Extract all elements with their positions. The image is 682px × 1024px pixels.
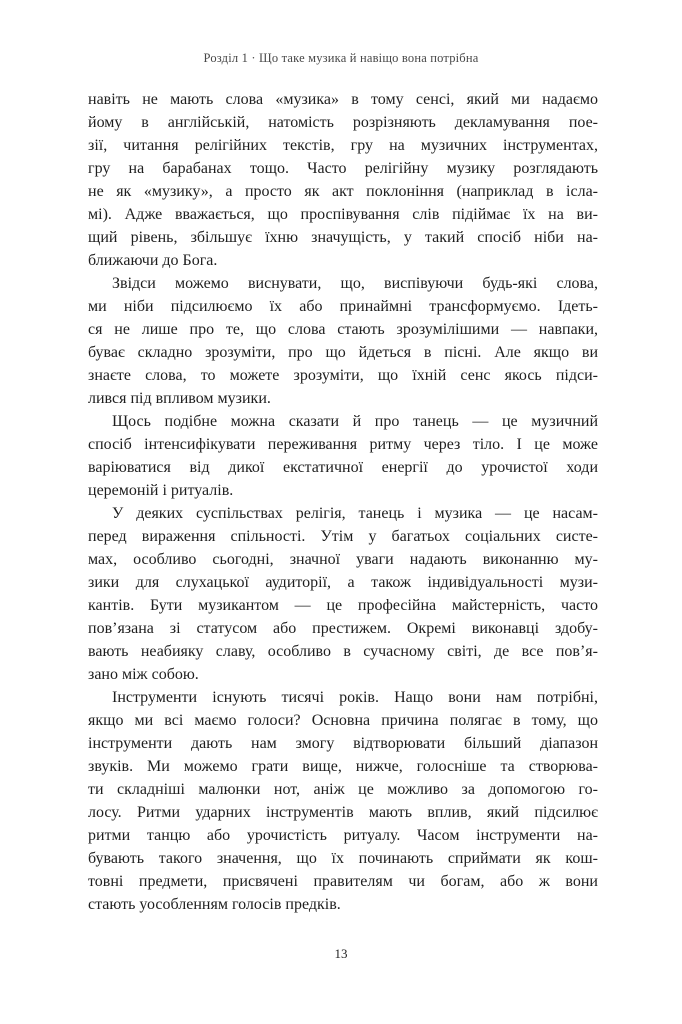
text-line: лосу. Ритми ударних інструментів мають вплив, який підсилює: [88, 804, 598, 821]
text-line: звуків. Ми можемо грати вище, нижче, голосніше та створюва-: [88, 758, 598, 775]
text-line: не як «музику», а просто як акт поклоніння (наприклад в ісла-: [88, 183, 598, 200]
page-number: 13: [334, 946, 348, 961]
text-line: навіть не мають слова «музика» в тому сенсі, який ми надаємо: [88, 91, 598, 108]
text-line: буває складно зрозуміти, про що йдеться в пісні. Але якщо ви: [88, 344, 598, 361]
text-line: ти складніші малюнки нот, аніж це можливо за допомогою го-: [88, 781, 598, 798]
text-line: Щось подібне можна сказати й про танець — це музичний: [112, 413, 598, 430]
text-line: мах, особливо сьогодні, значної уваги надають виконанню му-: [88, 551, 598, 568]
text-line: мі). Адже вважається, що проспівування слів підіймає їх на ви-: [88, 206, 598, 223]
text-line: ми ніби підсилюємо їх або принаймні трансформуємо. Ідеть-: [88, 298, 598, 315]
text-line: зано між собою.: [88, 666, 199, 683]
text-line: гру на барабанах тощо. Часто релігійну музику розглядають: [88, 160, 598, 177]
text-line: спосіб інтенсифікувати переживання ритму через тіло. І це може: [88, 436, 598, 453]
running-header: Розділ 1 · Що таке музика й навіщо вона потрібна: [203, 51, 479, 65]
text-line: вають неабияку славу, особливо в сучасному світі, де все пов’я-: [88, 643, 598, 660]
text-line: зії, читання релігійних текстів, гру на музичних інструментах,: [88, 137, 598, 154]
text-line: У деяких суспільствах релігія, танець і музика — це насам-: [112, 505, 598, 522]
text-line: лився під впливом музики.: [88, 390, 271, 407]
text-line: Звідси можемо виснувати, що, виспівуючи будь-які слова,: [112, 275, 598, 292]
text-line: бувають такого значення, що їх починають сприймати як кош-: [88, 850, 598, 867]
text-line: кантів. Бути музикантом — це професійна майстерність, часто: [88, 597, 598, 614]
text-line: йому в англійській, натомість розрізняють декламування пое-: [88, 114, 598, 131]
text-line: товні предмети, присвячені правителям чи богам, або ж вони: [88, 873, 598, 890]
text-line: знаєте слова, то можете зрозуміти, що їхній сенс якось підси-: [88, 367, 598, 384]
text-line: щий рівень, збільшує їхню значущість, у такий спосіб ніби на-: [88, 229, 598, 246]
text-line: пов’язана зі статусом або престижем. Окремі виконавці здобу-: [88, 620, 598, 637]
text-line: інструменти дають нам змогу відтворювати більший діапазон: [88, 735, 598, 752]
text-line: стають уособленням голосів предків.: [88, 896, 341, 913]
body-text: [88, 88, 598, 916]
text-line: ритми танцю або урочистість ритуалу. Часом інструменти на-: [88, 827, 598, 844]
text-line: зики для слухацької аудиторії, а також індивідуальності музи-: [88, 574, 598, 591]
text-line: церемоній і ритуалів.: [88, 482, 234, 499]
text-line: ближаючи до Бога.: [88, 252, 218, 269]
text-line: якщо ми всі маємо голоси? Основна причина полягає в тому, що: [88, 712, 598, 729]
text-line: ся не лише про те, що слова стають зрозумілішими — навпаки,: [88, 321, 598, 338]
text-line: Інструменти існують тисячі років. Нащо вони нам потрібні,: [112, 689, 598, 706]
text-line: варіюватися від дикої екстатичної енергії до урочистої ходи: [88, 459, 598, 476]
text-line: перед вираження спільності. Утім у багатьох соціальних систе-: [88, 528, 598, 545]
